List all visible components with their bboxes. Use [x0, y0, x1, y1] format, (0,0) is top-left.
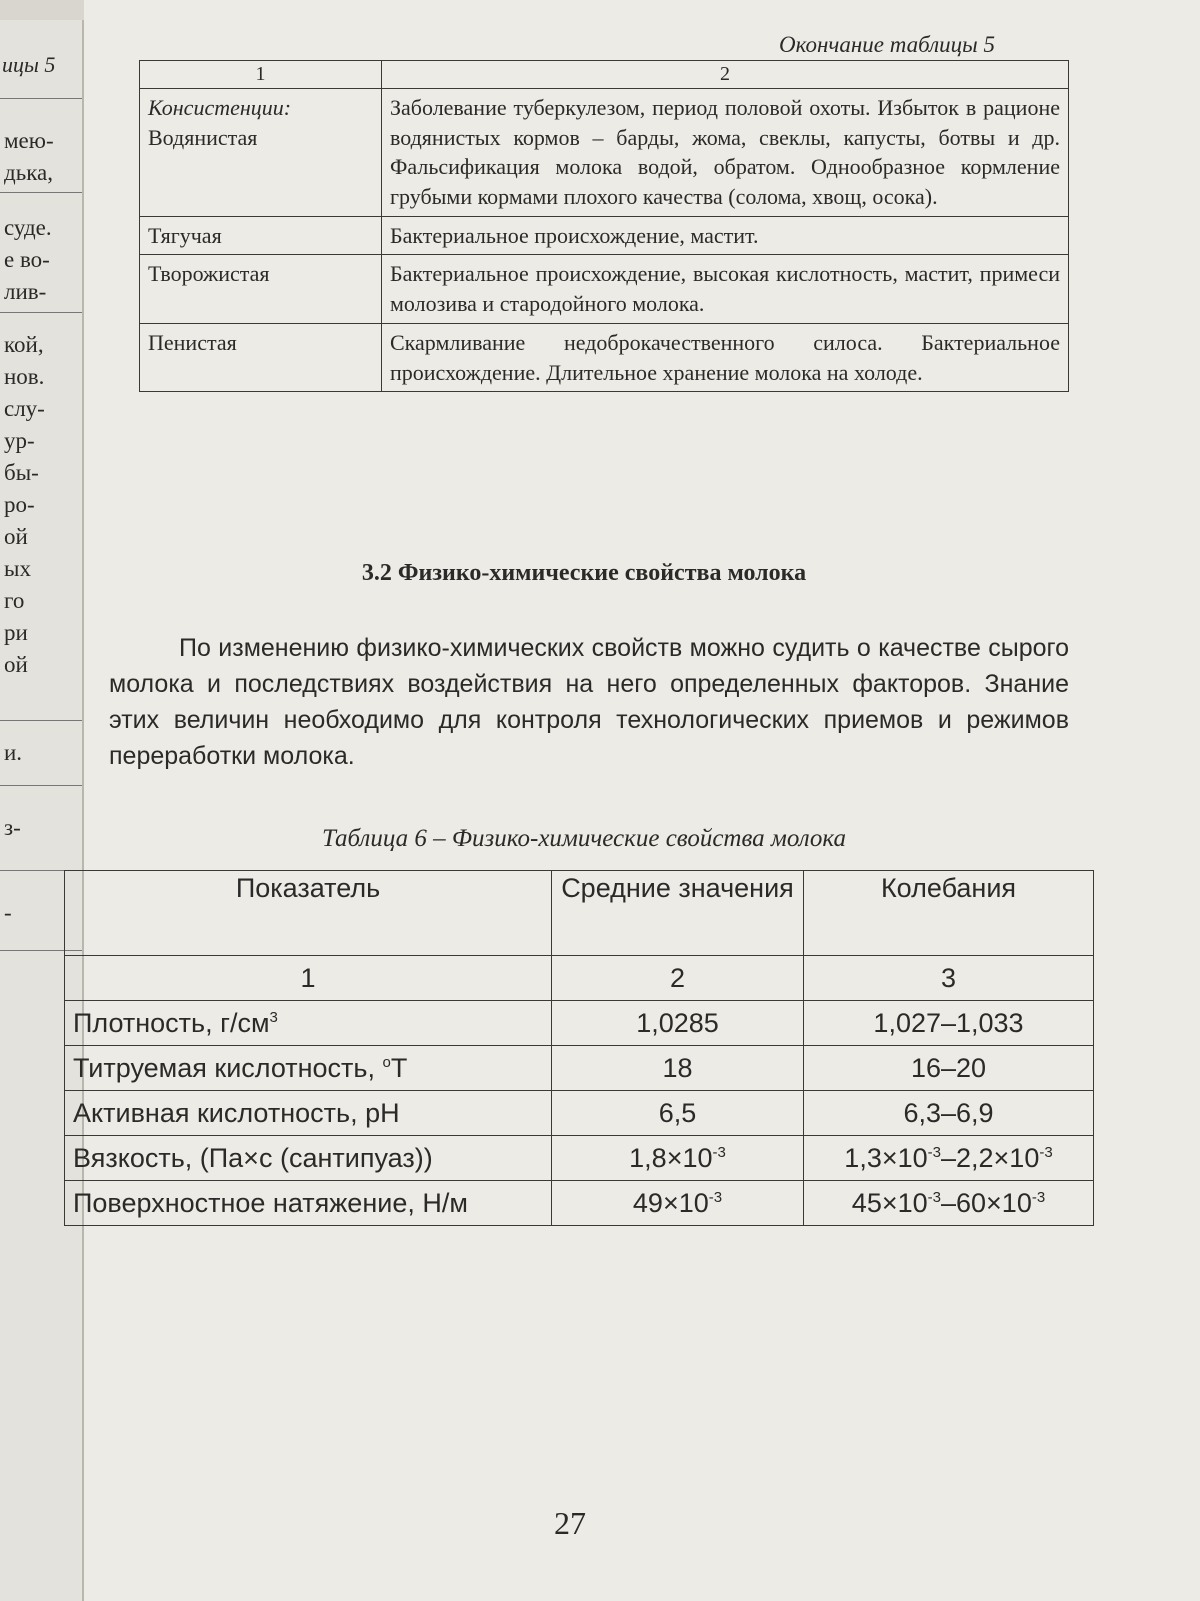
adjacent-text-fragment: нов.: [4, 364, 45, 389]
table5-label: Творожистая: [140, 255, 382, 323]
mean-value: 49×10: [632, 1187, 709, 1218]
range-value-cell: [804, 1136, 1094, 1181]
superscript: -3: [708, 1188, 723, 1206]
superscript: -3: [712, 1143, 726, 1161]
table5-continuation-title: Окончание таблицы 5: [779, 32, 995, 57]
adjacent-text-fragment: и.: [4, 740, 23, 765]
range-low: 45×10: [851, 1187, 928, 1218]
table5-text: Бактериальное происхождение, высокая кислотность, мастит, примеси молозива и стародойного молока.: [382, 255, 1069, 323]
superscript: 3: [269, 1008, 278, 1026]
adjacent-text-fragment: го: [4, 588, 25, 613]
table6-header: Колебания: [804, 871, 1094, 956]
table5-row: [140, 89, 1069, 217]
superscript: -3: [1031, 1188, 1046, 1206]
range-high: –2,2×10: [940, 1142, 1040, 1173]
property-name-cell: [65, 1046, 552, 1091]
adjacent-table-line: [0, 98, 82, 99]
adjacent-text-fragment: з-: [4, 815, 21, 840]
table5-row: [140, 323, 1069, 391]
table-row: [65, 1091, 1094, 1136]
property-name: Вязкость, (Па×с (сантипуаз)): [65, 1136, 552, 1181]
adjacent-table-line: [0, 312, 82, 313]
mean-value: 1,8×10: [629, 1142, 713, 1173]
table5-row: [140, 216, 1069, 255]
table5: [139, 60, 1069, 392]
range-value: 16–20: [804, 1046, 1094, 1091]
adjacent-text-fragment: суде.: [4, 215, 52, 240]
table5-label: Тягучая: [140, 216, 382, 255]
adjacent-table-line: [0, 785, 82, 786]
book-page: [73, 0, 1200, 1601]
table-row: [65, 1046, 1094, 1091]
table5-label-cell: [140, 89, 382, 217]
mean-value: 18: [552, 1046, 804, 1091]
table5-label: Водянистая: [148, 124, 258, 150]
range-value-cell: [804, 1181, 1094, 1226]
section-heading: 3.2 Физико-химические свойства молока: [361, 560, 807, 586]
adjacent-page-title: ицы 5: [2, 52, 56, 77]
adjacent-text-fragment: лив-: [4, 279, 47, 304]
adjacent-text-fragment: ри: [4, 620, 28, 645]
adjacent-text-fragment: -: [4, 900, 12, 925]
table6-header-row: [65, 871, 1094, 956]
table6-col-number: 2: [552, 956, 804, 1001]
table6-number-row: [65, 956, 1094, 1001]
table6-title: Таблица 6 – Физико-химические свойства молока: [321, 825, 847, 852]
table5-text: Скармливание недоброкачественного силоса. Бактериальное происхождение. Длительное хранение молока на холоде.: [382, 323, 1069, 391]
table5-group-label: Консистенции:: [148, 95, 292, 120]
table6-header: Средние значения: [552, 871, 804, 956]
property-name: Титруемая кислотность,: [73, 1052, 383, 1083]
property-name: Плотность, г/см: [73, 1007, 270, 1038]
table6-header: Показатель: [65, 871, 552, 956]
adjacent-text-fragment: е во-: [4, 247, 50, 272]
range-high: –60×10: [940, 1187, 1032, 1218]
table5-col-number: 1: [140, 61, 382, 89]
table6: [64, 870, 1094, 1226]
superscript: -3: [927, 1143, 941, 1161]
table5-row: [140, 255, 1069, 323]
range-value: 6,3–6,9: [804, 1091, 1094, 1136]
adjacent-text-fragment: ро-: [4, 492, 35, 517]
range-low: 1,3×10: [844, 1142, 928, 1173]
adjacent-text-fragment: дька,: [4, 160, 53, 185]
adjacent-table-line: [0, 720, 82, 721]
superscript: о: [382, 1053, 391, 1071]
adjacent-page-strip: [0, 20, 84, 1601]
table-row: [65, 1001, 1094, 1046]
table5-col-number: 2: [382, 61, 1069, 89]
table5-label: Пенистая: [140, 323, 382, 391]
adjacent-text-fragment: ых: [4, 556, 31, 581]
mean-value-cell: [552, 1136, 804, 1181]
adjacent-text-fragment: ур-: [4, 428, 35, 453]
mean-value: 6,5: [552, 1091, 804, 1136]
page-number: 27: [554, 1505, 586, 1541]
table-row: [65, 1181, 1094, 1226]
adjacent-table-line: [0, 192, 82, 193]
superscript: -3: [927, 1188, 941, 1206]
adjacent-text-fragment: ой: [4, 652, 28, 677]
table5-text: Заболевание туберкулезом, период половой охоты. Избыток в рационе водянистых кормов – барды, жома, свеклы, капусты, ботвы и др. Фальсификация молока водой, обратом. Однообразное кормление грубыми кормами плохого качества (солома, хвощ, осока).: [382, 89, 1069, 217]
superscript: -3: [1039, 1143, 1053, 1161]
table5-number-row: [140, 61, 1069, 89]
adjacent-text-fragment: бы-: [4, 460, 39, 485]
adjacent-text-fragment: ой: [4, 524, 28, 549]
adjacent-text-fragment: мею-: [4, 128, 54, 153]
table6-col-number: 1: [65, 956, 552, 1001]
property-name: Поверхностное натяжение, Н/м: [65, 1181, 552, 1226]
property-name-cell: [65, 1001, 552, 1046]
property-unit: Т: [390, 1052, 408, 1083]
adjacent-text-fragment: слу-: [4, 396, 45, 421]
table-row: [65, 1136, 1094, 1181]
table6-col-number: 3: [804, 956, 1094, 1001]
mean-value: 1,0285: [552, 1001, 804, 1046]
property-name: Активная кислотность, рН: [65, 1091, 552, 1136]
body-paragraph: По изменению физико-химических свойств можно судить о качестве сырого молока и последствиях воздействия на него определенных факторов. Знание этих величин необходимо для контроля технологических приемов и режимов переработки молока.: [109, 634, 1069, 770]
adjacent-text-fragment: кой,: [4, 332, 44, 357]
table5-text: Бактериальное происхождение, мастит.: [382, 216, 1069, 255]
range-value: 1,027–1,033: [804, 1001, 1094, 1046]
mean-value-cell: [552, 1181, 804, 1226]
